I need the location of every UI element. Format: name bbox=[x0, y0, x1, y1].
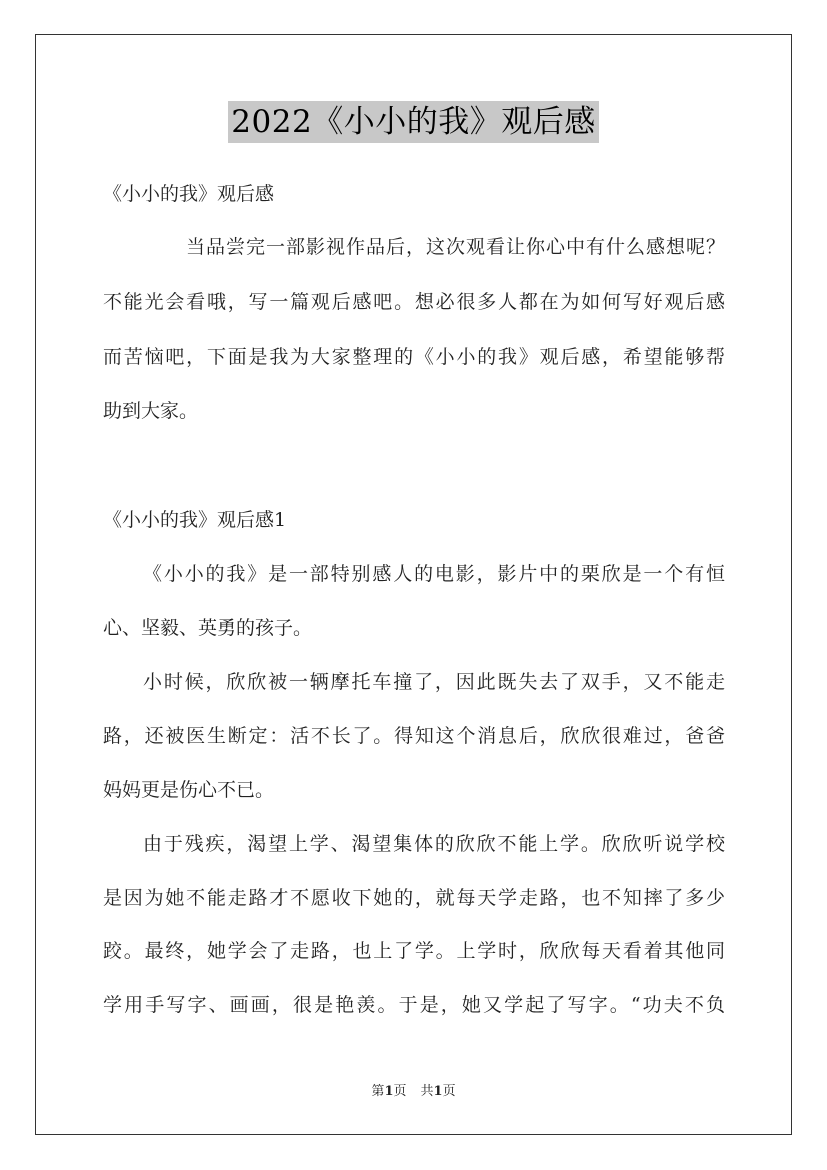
page-footer bbox=[0, 1083, 827, 1101]
body-line-6: 由于残疾，渴望上学、渴望集体的欣欣不能上学。欣欣听说学校 bbox=[143, 833, 725, 855]
subheading: 《小小的我》观后感 bbox=[103, 183, 275, 205]
body-line-9: 学用手写字、画画，很是艳羡。于是，她又学起了写字。“功夫不负 bbox=[103, 994, 725, 1016]
page-prefix: 第 bbox=[371, 1084, 385, 1099]
total-prefix: 共 bbox=[420, 1084, 434, 1099]
body-line-4: 路，还被医生断定：活不长了。得知这个消息后，欣欣很难过，爸爸 bbox=[103, 725, 725, 747]
body-line-1: 《小小的我》是一部特别感人的电影，影片中的栗欣是一个有恒 bbox=[143, 563, 725, 585]
document-title: 2022《小小的我》观后感 bbox=[228, 101, 598, 143]
intro-line-3: 而苦恼吧，下面是我为大家整理的《小小的我》观后感，希望能够帮 bbox=[103, 346, 725, 368]
body-line-2: 心、坚毅、英勇的孩子。 bbox=[103, 617, 313, 639]
total-pages: 1 bbox=[433, 1084, 443, 1099]
body-line-3: 小时候，欣欣被一辆摩托车撞了，因此既失去了双手，又不能走 bbox=[143, 671, 725, 693]
title-container bbox=[0, 101, 827, 143]
total-suffix: 页 bbox=[442, 1084, 456, 1099]
section-heading: 《小小的我》观后感1 bbox=[103, 509, 287, 531]
body-line-8: 跤。最终，她学会了走路，也上了学。上学时，欣欣每天看着其他同 bbox=[103, 940, 725, 962]
page-suffix: 页 bbox=[393, 1084, 407, 1099]
body-line-5: 妈妈更是伤心不已。 bbox=[103, 779, 275, 801]
page-number: 1 bbox=[384, 1084, 394, 1099]
body-line-7: 是因为她不能走路才不愿收下她的，就每天学走路，也不知摔了多少 bbox=[103, 887, 725, 909]
intro-line-2: 不能光会看哦，写一篇观后感吧。想必很多人都在为如何写好观后感 bbox=[103, 291, 725, 313]
intro-line-4: 助到大家。 bbox=[103, 400, 199, 422]
intro-line-1: 当品尝完一部影视作品后，这次观看让你心中有什么感想呢？ bbox=[186, 236, 725, 258]
